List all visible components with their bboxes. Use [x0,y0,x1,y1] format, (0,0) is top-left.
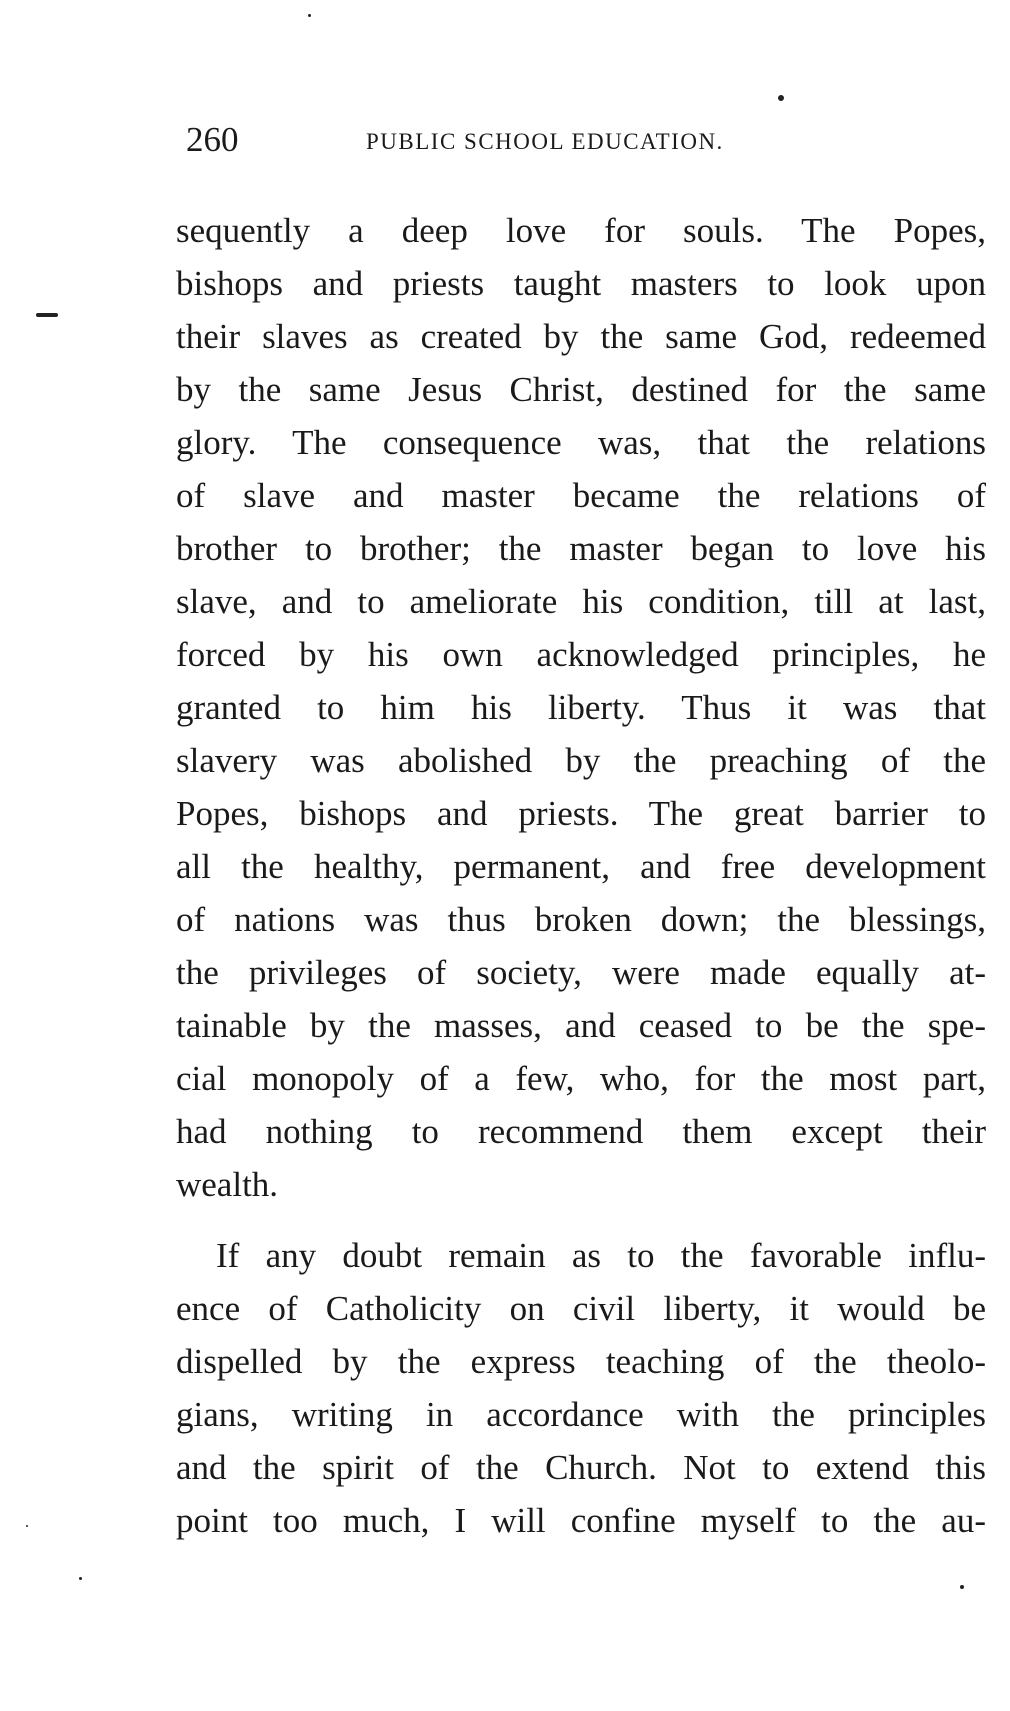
scan-speck [960,1585,964,1589]
text-line: of nations was thus broken down; the blessings, [176,900,986,939]
paragraph-1 [176,204,986,1211]
scan-speck [79,1577,82,1580]
text-line: If any doubt remain as to the favorable influ- [216,1236,986,1275]
paragraph-spacer [176,1211,986,1229]
text-line: by the same Jesus Christ, destined for the same [176,370,986,409]
text-line: granted to him his liberty. Thus it was that [176,688,986,727]
text-line: the privileges of society, were made equally at- [176,953,986,992]
text-line: gians, writing in accordance with the principles [176,1395,986,1434]
text-line: glory. The consequence was, that the relations [176,423,986,462]
text-line: their slaves as created by the same God, redeemed [176,317,986,356]
text-line: sequently a deep love for souls. The Popes, [176,211,986,250]
scan-speck [26,1525,28,1527]
scan-speck [308,14,311,17]
text-line: dispelled by the express teaching of the theolo- [176,1342,986,1381]
paragraph-2 [176,1229,986,1547]
text-line: ence of Catholicity on civil liberty, it would be [176,1289,986,1328]
text-line: slave, and to ameliorate his condition, till at last, [176,582,986,621]
text-line: Popes, bishops and priests. The great barrier to [176,794,986,833]
text-line: all the healthy, permanent, and free development [176,847,986,886]
text-line: forced by his own acknowledged principles, he [176,635,986,674]
text-line: wealth. [176,1165,279,1204]
text-line: and the spirit of the Church. Not to extend this [176,1448,986,1487]
text-line: slavery was abolished by the preaching of the [176,741,986,780]
running-head [186,118,806,162]
text-line: tainable by the masses, and ceased to be the spe- [176,1006,986,1045]
text-line: point too much, I will confine myself to the au- [176,1501,986,1540]
text-line: brother to brother; the master began to love his [176,529,986,568]
running-title: PUBLIC SCHOOL EDUCATION. [366,129,724,154]
text-line: of slave and master became the relations of [176,476,986,515]
text-line: had nothing to recommend them except their [176,1112,986,1151]
text-line: bishops and priests taught masters to look upon [176,264,986,303]
body-text [176,204,986,1547]
text-line: cial monopoly of a few, who, for the most part, [176,1059,986,1098]
margin-dash-mark [36,313,58,317]
page-number: 260 [186,120,239,159]
scan-speck [778,95,784,101]
